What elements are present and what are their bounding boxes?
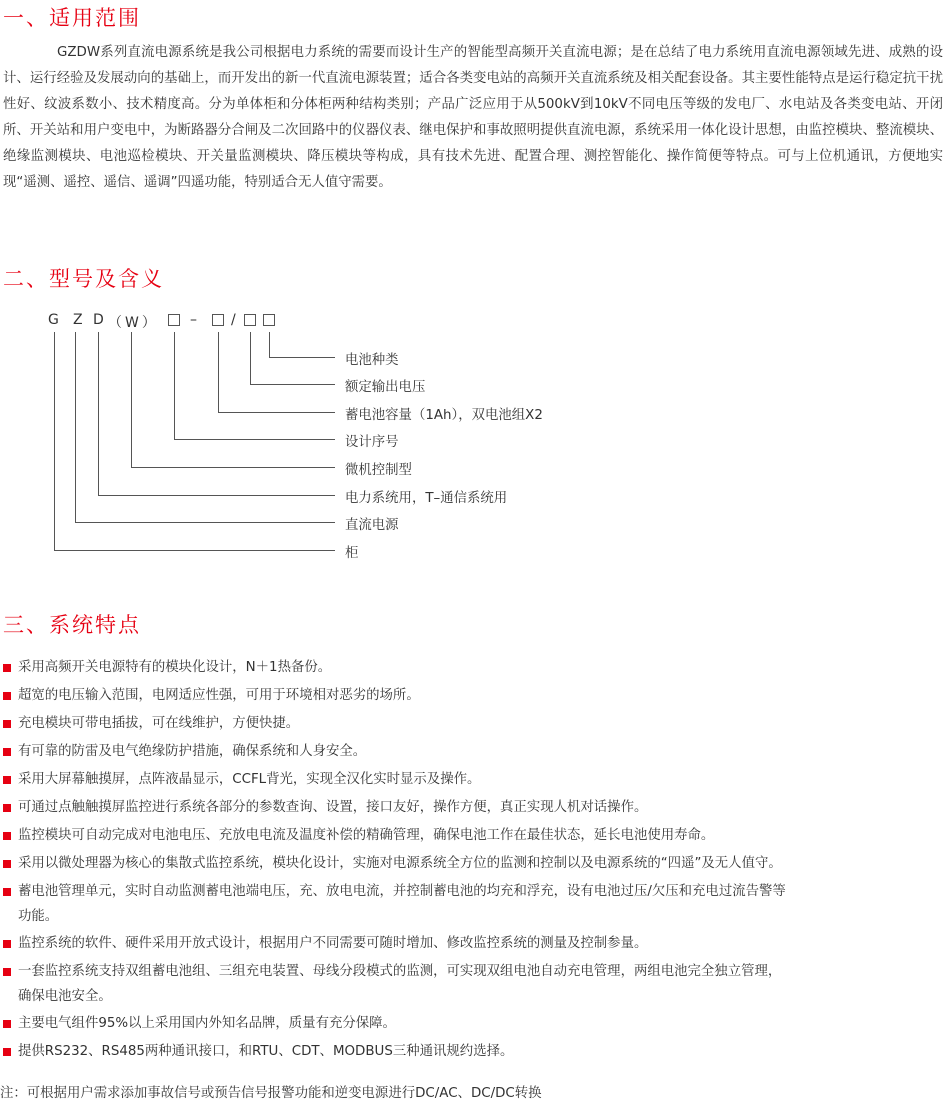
- list-item: [0, 850, 945, 878]
- list-item: [0, 1038, 945, 1066]
- feature-text: 蓄电池管理单元，实时自动监测蓄电池端电压，充、放电电流，并控制蓄电池的均充和浮充，设有电池过压/欠压和充电过流告警等: [18, 884, 786, 899]
- feature-text: 采用大屏幕触摸屏，点阵液晶显示，CCFL背光，实现全汉化实时显示及操作。: [18, 772, 481, 787]
- list-item: [0, 738, 945, 766]
- legend-dc-power: 直流电源: [345, 518, 399, 533]
- code-letter-d: D: [93, 312, 104, 328]
- feature-text: 充电模块可带电插拔，可在线维护，方便快捷。: [18, 716, 300, 731]
- list-item: [0, 654, 945, 682]
- code-letter-w: （W）: [108, 315, 159, 331]
- section-title-scope: 一、适用范围: [3, 6, 141, 30]
- feature-list: [0, 654, 945, 1066]
- code-placeholder-box: [244, 314, 256, 326]
- bullet-square-icon: [3, 1048, 11, 1056]
- feature-text: 采用高频开关电源特有的模块化设计，N＋1热备份。: [18, 660, 332, 675]
- legend-rated-voltage: 额定输出电压: [345, 380, 426, 395]
- legend-microcomputer: 微机控制型: [345, 463, 412, 478]
- section-title-model: 二、型号及含义: [3, 267, 164, 291]
- list-item: [0, 794, 945, 822]
- code-dash: –: [190, 312, 197, 328]
- feature-text: 监控系统的软件、硬件采用开放式设计，根据用户不同需要可随时增加、修改监控系统的测量及控制参量。: [18, 936, 648, 951]
- bullet-square-icon: [3, 748, 11, 756]
- feature-text: 主要电气组件95%以上采用国内外知名品牌，质量有充分保障。: [18, 1016, 396, 1031]
- legend-battery-capacity: 蓄电池容量（1Ah），双电池组X2: [345, 408, 543, 423]
- bullet-square-icon: [3, 832, 11, 840]
- list-item: [0, 958, 945, 1010]
- feature-text: 有可靠的防雷及电气绝缘防护措施，确保系统和人身安全。: [18, 744, 367, 759]
- bullet-square-icon: [3, 940, 11, 948]
- list-item: [0, 822, 945, 850]
- feature-text: 提供RS232、RS485两种通讯接口，和RTU、CDT、MODBUS三种通讯规约选择。: [18, 1044, 514, 1059]
- bullet-square-icon: [3, 664, 11, 672]
- legend-power-system: 电力系统用，T–通信系统用: [345, 491, 508, 506]
- list-item: [0, 682, 945, 710]
- code-letter-g: G: [48, 312, 59, 328]
- bullet-square-icon: [3, 860, 11, 868]
- feature-text: 采用以微处理器为核心的集散式监控系统，模块化设计，实施对电源系统全方位的监测和控制以及电源系统的“四遥”及无人值守。: [18, 856, 782, 871]
- footnote: 注：可根据用户需求添加事故信号或预告信号报警功能和逆变电源进行DC/AC、DC/DC转换: [0, 1086, 542, 1101]
- bullet-square-icon: [3, 968, 11, 976]
- code-placeholder-box: [263, 314, 275, 326]
- code-placeholder-box: [212, 314, 224, 326]
- list-item: [0, 766, 945, 794]
- scope-paragraph-text: GZDW系列直流电源系统是我公司根据电力系统的需要而设计生产的智能型高频开关直流电源；是在总结了电力系统用直流电源领域先进、成熟的设计、运行经验及发展动向的基础上，而开发出的新一代直流电源装置；适合各类变电站的高频开关直流系统及相关配套设备。其主要性能特点是运行稳定抗干扰性好、纹波系数小、技术精度高。分为单体柜和分体柜两种结构类别；产品广泛应用于从500kV到10kV不同电压等级的发电厂、水电站及各类变电站、开闭所、开关站和用户变电中，为断路器分合闸及二次回路中的仪器仪表、继电保护和事故照明提供直流电源，系统采用一体化设计思想，由监控模块、整流模块、绝缘监测模块、电池巡检模块、开关量监测模块、降压模块等构成，具有技术先进、配置合理、测控智能化、操作简便等特点。可与上位机通讯，方便地实现“遥测、遥控、遥信、遥调”四遥功能，特别适合无人值守需要。: [3, 45, 943, 190]
- list-item: [0, 878, 945, 930]
- legend-design-serial: 设计序号: [345, 435, 399, 450]
- model-code: [0, 312, 300, 334]
- scope-paragraph: [3, 40, 943, 196]
- list-item: [0, 930, 945, 958]
- feature-text: 可通过点触触摸屏监控进行系统各部分的参数查询、设置，接口友好，操作方便，真正实现人机对话操作。: [18, 800, 648, 815]
- feature-text: 一套监控系统支持双组蓄电池组、三组充电装置、母线分段模式的监测，可实现双组电池自动充电管理，两组电池完全独立管理，: [18, 964, 782, 979]
- list-item: [0, 1010, 945, 1038]
- bullet-square-icon: [3, 804, 11, 812]
- legend-battery-type: 电池种类: [345, 353, 399, 368]
- code-slash: /: [231, 312, 236, 328]
- list-item: [0, 710, 945, 738]
- feature-text-continuation: 确保电池安全。: [18, 989, 112, 1004]
- code-placeholder-box: [168, 314, 180, 326]
- bullet-square-icon: [3, 720, 11, 728]
- code-letter-z: Z: [73, 312, 83, 328]
- feature-text-continuation: 功能。: [18, 909, 59, 924]
- section-title-features: 三、系统特点: [3, 613, 141, 637]
- bullet-square-icon: [3, 692, 11, 700]
- bullet-square-icon: [3, 776, 11, 784]
- feature-text: 超宽的电压输入范围，电网适应性强，可用于环境相对恶劣的场所。: [18, 688, 420, 703]
- legend-cabinet: 柜: [345, 546, 359, 561]
- bullet-square-icon: [3, 1020, 11, 1028]
- bullet-square-icon: [3, 888, 11, 896]
- feature-text: 监控模块可自动完成对电池电压、充放电电流及温度补偿的精确管理，确保电池工作在最佳状态，延长电池使用寿命。: [18, 828, 715, 843]
